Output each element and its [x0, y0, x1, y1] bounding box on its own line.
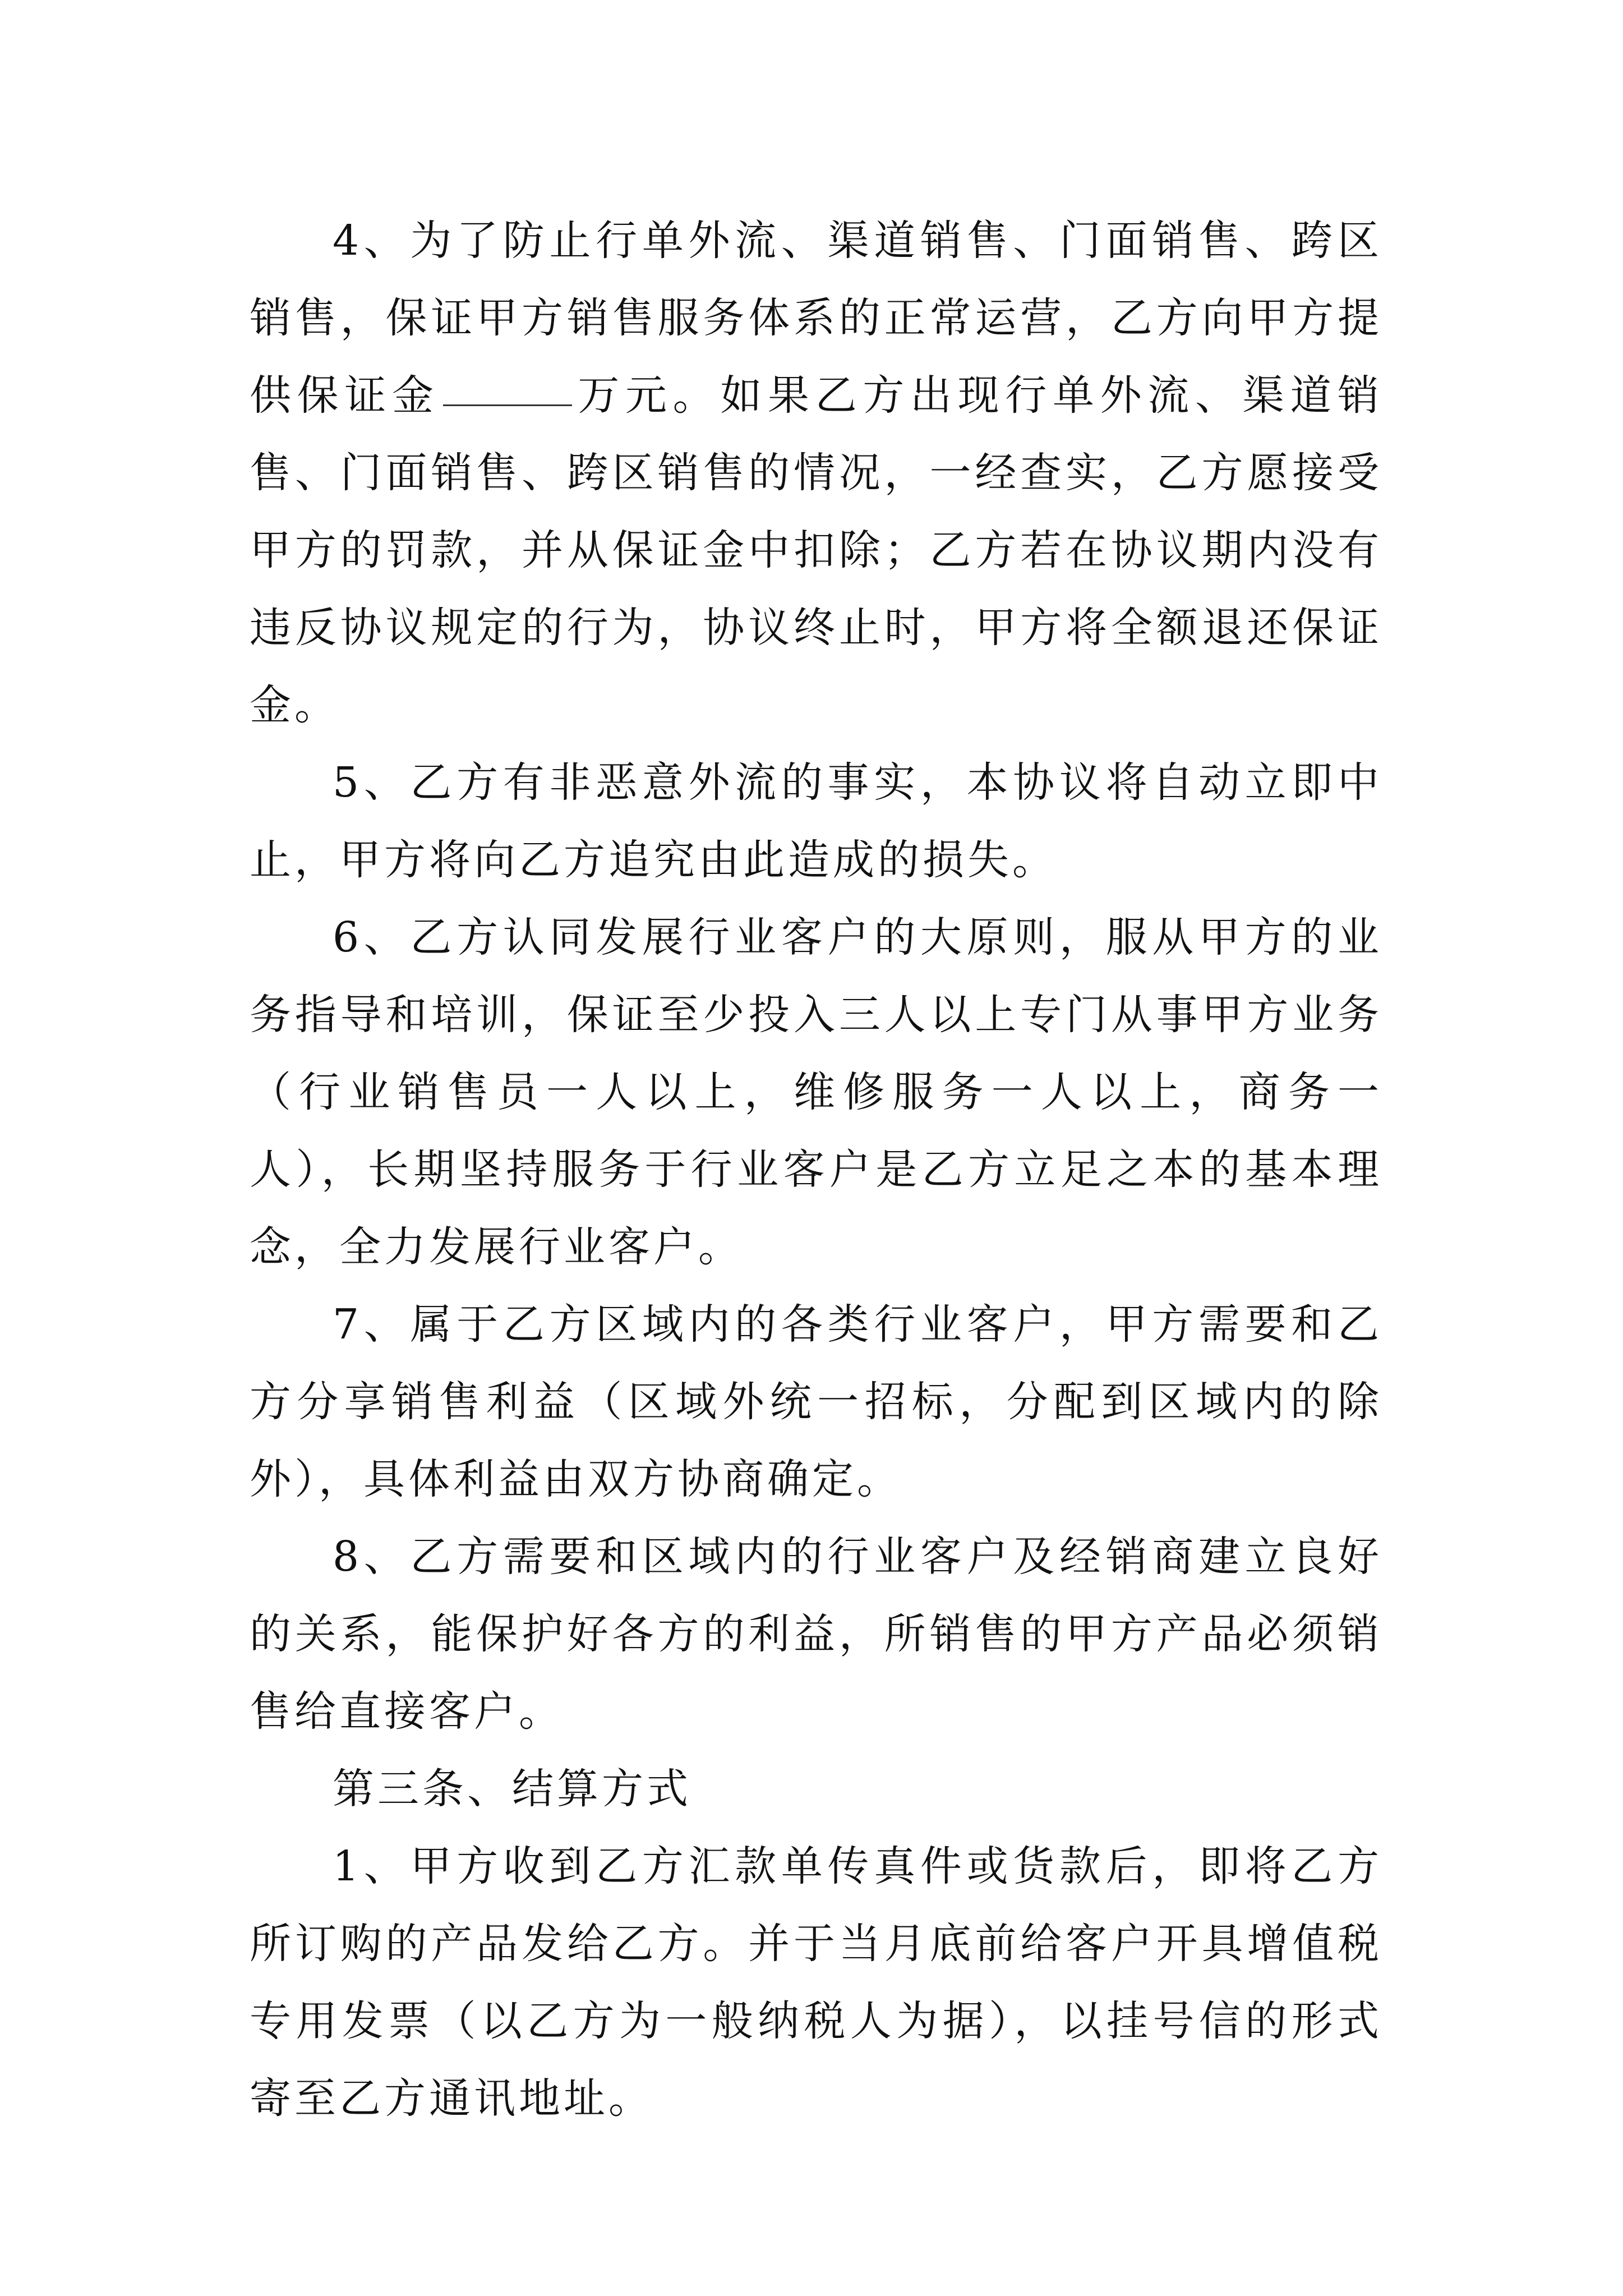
clause-4-paragraph — [250, 202, 1382, 744]
clause-5-paragraph: 5、乙方有非恶意外流的事实，本协议将自动立即中止，甲方将向乙方追究由此造成的损失。 — [250, 758, 1382, 884]
clause-8-paragraph: 8、乙方需要和区域内的行业客户及经销商建立良好的关系，能保护好各方的利益，所销售的甲方产品必须销售给直接客户。 — [250, 1533, 1382, 1736]
clause-6-paragraph: 6、乙方认同发展行业客户的大原则，服从甲方的业务指导和培训，保证至少投入三人以上专门从事甲方业务（行业销售员一人以上，维修服务一人以上，商务一人），长期坚持服务于行业客户是乙方立足之本的基本理念，全力发展行业客户。 — [250, 913, 1382, 1271]
document-body — [250, 202, 1382, 2137]
clause-4-text-after-blank: 万元。如果乙方出现行单外流、渠道销售、门面销售、跨区销售的情况，一经查实，乙方愿接受甲方的罚款，并从保证金中扣除；乙方若在协议期内没有违反协议规定的行为，协议终止时，甲方将全额退还保证金。 — [250, 371, 1383, 729]
clause-4-text-before-blank: 4、为了防止行单外流、渠道销售、门面销售、跨区销售，保证甲方销售服务体系的正常运营，乙方向甲方提供保证金 — [250, 217, 1382, 420]
section-3-heading: 第三条、结算方式 — [333, 1765, 691, 1813]
section-3-clause-1-paragraph: 1、甲方收到乙方汇款单传真件或货款后，即将乙方所订购的产品发给乙方。并于当月底前给客户开具增值税专用发票（以乙方为一般纳税人为据），以挂号信的形式寄至乙方通讯地址。 — [250, 1842, 1382, 2123]
clause-7-paragraph: 7、属于乙方区域内的各类行业客户，甲方需要和乙方分享销售利益（区域外统一招标，分配到区域内的除外），具体利益由双方协商确定。 — [250, 1300, 1382, 1503]
deposit-amount-blank — [443, 404, 572, 406]
